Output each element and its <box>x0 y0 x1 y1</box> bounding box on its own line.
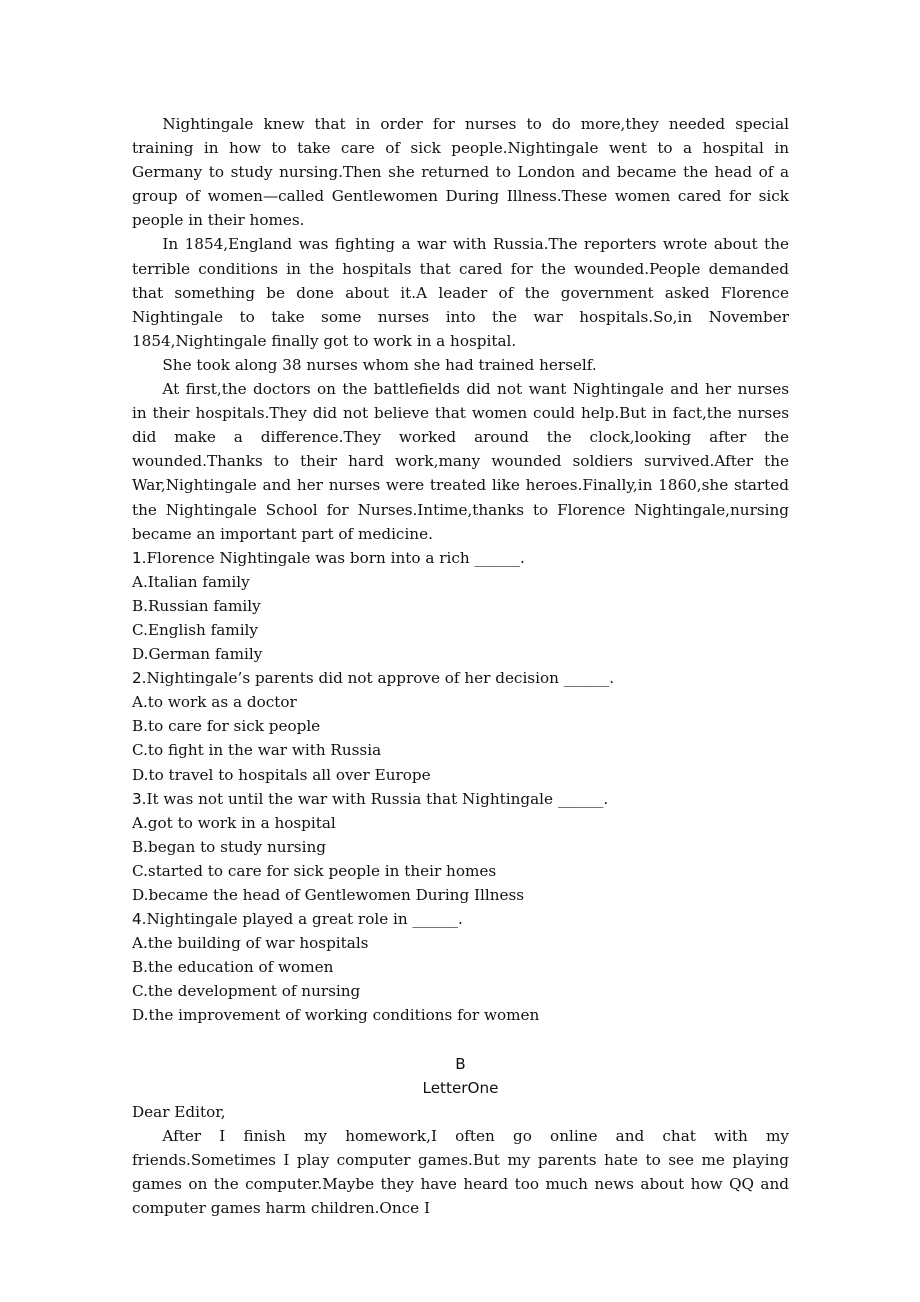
section-spacer <box>132 1028 789 1052</box>
passage-paragraph: At first,the doctors on the battlefields did not want Nightingale and her nurses in their hospitals.They did not believe that women could help.But in fact,the nurses did make a difference.They worked around the clock,looking after the wounded.Thanks to their hard work,many wounded soldiers survived.After the War,Nightingale and her nurses were treated like heroes.Finally,in 1860,she started the Nightingale School for Nurses.Intime,thanks to Florence Nightingale,nursing became an important part of medicine. <box>132 380 789 543</box>
option-a: A.got to work in a hospital <box>132 813 336 832</box>
question-1 <box>132 546 789 666</box>
question-stem <box>132 787 789 811</box>
option-a: A.Italian family <box>132 572 250 591</box>
passage-paragraph: She took along 38 nurses whom she had trained herself. <box>162 355 597 374</box>
option-b: B.the education of women <box>132 958 334 977</box>
question-text: .It was not until the war with Russia that Nightingale ______. <box>141 789 609 808</box>
question-stem <box>132 907 789 931</box>
passage-a <box>132 112 789 546</box>
question-number: 2 <box>132 669 142 688</box>
option-d: D.German family <box>132 645 263 664</box>
option-d: D.to travel to hospitals all over Europe <box>132 765 431 784</box>
option-a: A.to work as a doctor <box>132 693 297 712</box>
option-d: D.the improvement of working conditions for women <box>132 1006 540 1025</box>
section-heading: B <box>455 1054 466 1073</box>
question-number: 3 <box>132 789 142 808</box>
question-4 <box>132 907 789 1027</box>
passage-paragraph: In 1854,England was fighting a war with Russia.The reporters wrote about the terrible conditions in the hospitals that cared for the wounded.People demanded that something be done about it.A leader of the government asked Florence Nightingale to take some nurses into the war hospitals.So,in November 1854,Nightingale finally got to work in a hospital. <box>132 235 789 350</box>
option-b: B.Russian family <box>132 596 261 615</box>
question-2 <box>132 666 789 786</box>
option-b: B.began to study nursing <box>132 837 326 856</box>
option-c: C.to fight in the war with Russia <box>132 741 382 760</box>
letter-salutation: Dear Editor, <box>132 1102 226 1121</box>
passage-paragraph: Nightingale knew that in order for nurses to do more,they needed special training in how to take care of sick people.Nightingale went to a hospital in Germany to study nursing.Then she returned to London and became the head of a group of women—called Gentlewomen During Illness.These women cared for sick people in their homes. <box>132 115 789 230</box>
option-c: C.English family <box>132 620 258 639</box>
option-c: C.started to care for sick people in their homes <box>132 861 497 880</box>
section-b <box>132 1052 789 1221</box>
question-number: 4 <box>132 910 142 929</box>
document-page <box>132 112 789 1220</box>
question-number: 1 <box>132 548 142 567</box>
question-3 <box>132 787 789 907</box>
question-stem <box>132 666 789 690</box>
option-d: D.became the head of Gentlewomen During Illness <box>132 886 525 904</box>
option-c: C.the development of nursing <box>132 982 361 1001</box>
question-text: .Florence Nightingale was born into a rich ______. <box>141 548 525 567</box>
letter-paragraph: After I finish my homework,I often go online and chat with my friends.Sometimes I play computer games.But my parents hate to see me playing games on the computer.Maybe they have heard too much news about how QQ and computer games harm children.Once I <box>132 1126 789 1218</box>
question-text: .Nightingale played a great role in ______. <box>141 910 463 929</box>
question-text: .Nightingale’s parents did not approve of her decision ______. <box>141 669 615 688</box>
letter-title: LetterOne <box>422 1078 499 1097</box>
option-b: B.to care for sick people <box>132 717 321 736</box>
option-a: A.the building of war hospitals <box>132 934 369 953</box>
question-stem <box>132 546 789 570</box>
